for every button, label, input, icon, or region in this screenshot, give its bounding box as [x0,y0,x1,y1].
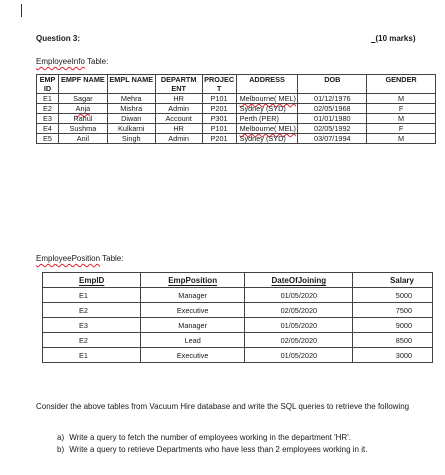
table-cell: 5000 [353,288,433,303]
header-cell: EmpID [43,273,141,288]
table-cell: Kulkarni [107,124,155,134]
table-row [37,124,436,134]
table-cell: Lead [140,333,245,348]
table-row [43,333,433,348]
table-cell: M [367,94,436,104]
table-cell: Rahul [58,114,107,124]
table-cell: 02/05/2020 [245,303,353,318]
table-header-row [43,273,433,288]
table-cell: 8500 [353,333,433,348]
employee-info-table [36,74,436,144]
table-cell: Sydney (SYD) [236,104,298,114]
table-cell: Account [155,114,202,124]
table-cell: P101 [202,94,236,104]
employee-info-name: EmployeeInfo [36,57,85,66]
table-cell: P101 [202,124,236,134]
table-cell: E3 [43,318,141,333]
table-cell: M [367,114,436,124]
table-cell: 01/05/2020 [245,318,353,333]
text-cursor [21,4,22,17]
table-cell: Mishra [107,104,155,114]
table-cell: E2 [37,104,59,114]
header-cell: EMP ID [37,75,59,94]
table-row [37,134,436,144]
table-cell: E4 [37,124,59,134]
table-cell: 01/01/1980 [298,114,367,124]
header-cell: EMPF NAME [58,75,107,94]
table-cell: Melbourne( MEL) [236,94,298,104]
employee-position-name: EmployeePosition [36,254,101,263]
table-cell: Anil [58,134,107,144]
table-cell: M [367,134,436,144]
table-row [43,318,433,333]
table-row [37,114,436,124]
header-cell: DateOfJoining [245,273,353,288]
table-cell: 01/12/1976 [298,94,367,104]
table-cell: 02/05/1968 [298,104,367,114]
table-cell: E2 [43,303,141,318]
table-cell: HR [155,124,202,134]
table-row [37,104,436,114]
table-cell: Manager [140,318,245,333]
table-cell: Anja [58,104,107,114]
table-cell: 02/05/2020 [245,333,353,348]
header-cell: EmpPosition [140,273,245,288]
table-row [43,303,433,318]
table-cell: Mehra [107,94,155,104]
table-cell: E1 [43,288,141,303]
table-cell: Executive [140,303,245,318]
table-cell: HR [155,94,202,104]
header-cell: DEPARTM ENT [155,75,202,94]
table-cell: E2 [43,333,141,348]
table-cell: 03/07/1994 [298,134,367,144]
table-row [43,348,433,363]
table-cell: E1 [37,94,59,104]
table-cell: Singh [107,134,155,144]
table-cell: Admin [155,134,202,144]
header-cell: EMPL NAME [107,75,155,94]
instructions-paragraph: Consider the above tables from Vacuum Hire database and write the SQL queries to retrieve the following [36,402,410,411]
table-cell: E5 [37,134,59,144]
table-row [43,288,433,303]
table-cell: 01/05/2020 [245,348,353,363]
table-cell: Executive [140,348,245,363]
task-item: b) Write a query to retrieve Departments who have less than 2 employees working in it. [57,445,368,454]
table-cell: P301 [202,114,236,124]
table-cell: Sydney (SYD) [236,134,298,144]
header-cell: GENDER [367,75,436,94]
header-cell: Salary [353,273,433,288]
employee-position-caption: EmployeePosition Table: [36,254,124,263]
question-title: Question 3: [36,34,81,43]
employee-info-caption: EmployeeInfo Table: [36,57,109,66]
table-cell: Diwan [107,114,155,124]
table-header-row [37,75,436,94]
table-cell: Admin [155,104,202,114]
table-cell: Melbourne( MEL) [236,124,298,134]
table-cell: E1 [43,348,141,363]
table-cell: E3 [37,114,59,124]
employee-position-table [42,272,433,363]
table-cell: Sagar [58,94,107,104]
table-cell: 9000 [353,318,433,333]
header-cell: DOB [298,75,367,94]
table-cell: F [367,124,436,134]
table-cell: P201 [202,134,236,144]
table-cell: P201 [202,104,236,114]
table-cell: 02/05/1992 [298,124,367,134]
table-cell: F [367,104,436,114]
header-cell: ADDRESS [236,75,298,94]
table-cell: 3000 [353,348,433,363]
task-item: a) Write a query to fetch the number of employees working in the department 'HR'. [57,433,351,442]
table-cell: Manager [140,288,245,303]
table-cell: Sushma [58,124,107,134]
table-cell: 7500 [353,303,433,318]
question-marks: (10 marks) [375,34,416,43]
table-cell: 01/05/2020 [245,288,353,303]
table-cell: Perth (PER) [236,114,298,124]
header-cell: PROJEC T [204,75,235,93]
table-row [37,94,436,104]
